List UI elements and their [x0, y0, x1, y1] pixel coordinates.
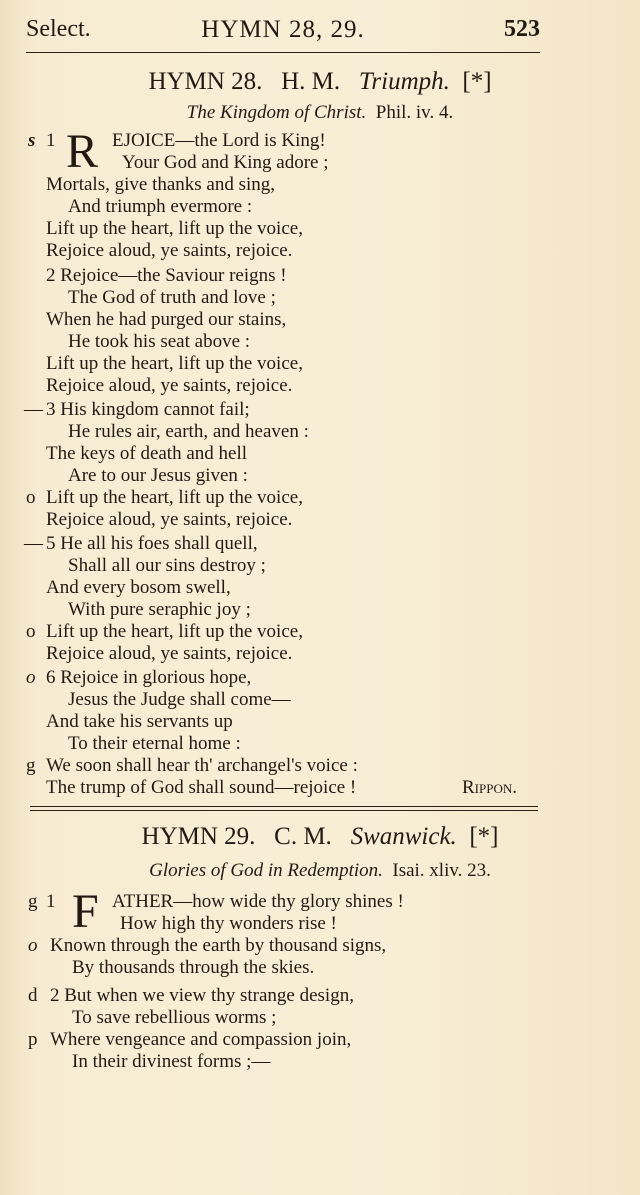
dynamic-mark: d — [28, 985, 38, 1006]
hymn-28-tune: Triumph. — [358, 68, 450, 95]
hymn-line: The trump of God shall sound—rejoice ! — [46, 777, 357, 798]
hymn-29-mark: [*] — [469, 823, 499, 850]
page-number: 523 — [504, 16, 540, 42]
dynamic-mark: s — [28, 130, 36, 151]
dynamic-mark: g — [26, 755, 36, 776]
hymn-line: 2 Rejoice—the Saviour reigns ! — [46, 265, 287, 286]
hymn-line: He took his seat above : — [68, 331, 251, 352]
hymn-line: Known through the earth by thousand signs, — [50, 935, 387, 956]
hymn-29-subject: Glories of God in Redemption. — [149, 860, 383, 881]
hymn-line: Shall all our sins destroy ; — [68, 555, 266, 576]
hymn-line: Rejoice aloud, ye saints, rejoice. — [46, 240, 293, 261]
hymn-line: To save rebellious worms ; — [72, 1007, 277, 1028]
hymn-28-subject: The Kingdom of Christ. — [186, 102, 367, 123]
hymn-28-number-meter: HYMN 28. H. M. — [148, 68, 341, 95]
hymn-line: Rejoice aloud, ye saints, rejoice. — [46, 375, 293, 396]
hymn-line: He rules air, earth, and heaven : — [68, 421, 309, 442]
hymn-line: How high thy wonders rise ! — [120, 913, 337, 934]
drop-cap-letter: R — [66, 125, 99, 178]
hymn-28-subtitle — [0, 102, 640, 124]
dynamic-mark: g — [28, 891, 38, 912]
hymn-line: In their divinest forms ;— — [72, 1051, 271, 1072]
hymn-line: We soon shall hear th' archangel's voice : — [46, 755, 358, 776]
dynamic-mark: p — [28, 1029, 38, 1050]
dynamic-mark: — — [24, 399, 43, 420]
verse-number: 1 — [46, 130, 61, 151]
hymn-line: Mortals, give thanks and sing, — [46, 174, 276, 195]
hymn-line: And triumph evermore : — [68, 196, 253, 217]
header-hymn-range: HYMN 28, 29. — [201, 16, 365, 43]
section-divider — [30, 806, 538, 811]
dynamic-mark: — — [24, 533, 43, 554]
hymn-line: The keys of death and hell — [46, 443, 248, 464]
hymn-line: 3 His kingdom cannot fail; — [46, 399, 250, 420]
hymn-29-scripture-ref: Isai. xliv. 23. — [392, 860, 491, 881]
hymn-line: The God of truth and love ; — [68, 287, 276, 308]
header-section-label: Select. — [26, 16, 91, 42]
hymn-29-tune: Swanwick. — [350, 823, 457, 850]
hymn-line: When he had purged our stains, — [46, 309, 287, 330]
hymn-line: 2 But when we view thy strange design, — [50, 985, 354, 1006]
hymn-line: Are to our Jesus given : — [68, 465, 248, 486]
header-rule — [26, 52, 540, 53]
hymn-line: Rejoice aloud, ye saints, rejoice. — [46, 509, 293, 530]
hymn-line: Lift up the heart, lift up the voice, — [46, 353, 303, 374]
hymn-line: Your God and King adore ; — [122, 152, 329, 173]
hymn-line: 6 Rejoice in glorious hope, — [46, 667, 252, 688]
hymn-line: And take his servants up — [46, 711, 233, 732]
hymn-28-title — [0, 68, 640, 96]
hymn-29-number-meter: HYMN 29. C. M. — [141, 823, 332, 850]
dynamic-mark: o — [28, 935, 38, 956]
hymn-line: EJOICE—the Lord is King! — [112, 130, 326, 151]
hymn-29-title — [0, 823, 640, 851]
hymn-29-subtitle — [0, 860, 640, 882]
dynamic-mark: o — [26, 621, 36, 642]
hymn-line: By thousands through the skies. — [72, 957, 315, 978]
hymn-line: Where vengeance and compassion join, — [50, 1029, 352, 1050]
hymn-line: ATHER—how wide thy glory shines ! — [112, 891, 404, 912]
hymn-line: 5 He all his foes shall quell, — [46, 533, 258, 554]
hymn-line: Jesus the Judge shall come— — [68, 689, 291, 710]
hymn-line: Rejoice aloud, ye saints, rejoice. — [46, 643, 293, 664]
running-header — [26, 16, 540, 46]
hymn-line: Lift up the heart, lift up the voice, — [46, 621, 303, 642]
hymn-28-mark: [*] — [462, 68, 492, 95]
dynamic-mark: o — [26, 487, 36, 508]
hymn-line: And every bosom swell, — [46, 577, 231, 598]
hymn-28-author: Rippon. — [462, 777, 517, 798]
verse-number: 1 — [46, 891, 61, 912]
hymn-line: With pure seraphic joy ; — [68, 599, 251, 620]
hymn-28-scripture-ref: Phil. iv. 4. — [375, 102, 454, 123]
dynamic-mark: o — [26, 667, 36, 688]
hymn-line: Lift up the heart, lift up the voice, — [46, 487, 303, 508]
hymn-line: Lift up the heart, lift up the voice, — [46, 218, 303, 239]
drop-cap-letter: F — [72, 885, 99, 938]
hymn-line: To their eternal home : — [68, 733, 241, 754]
